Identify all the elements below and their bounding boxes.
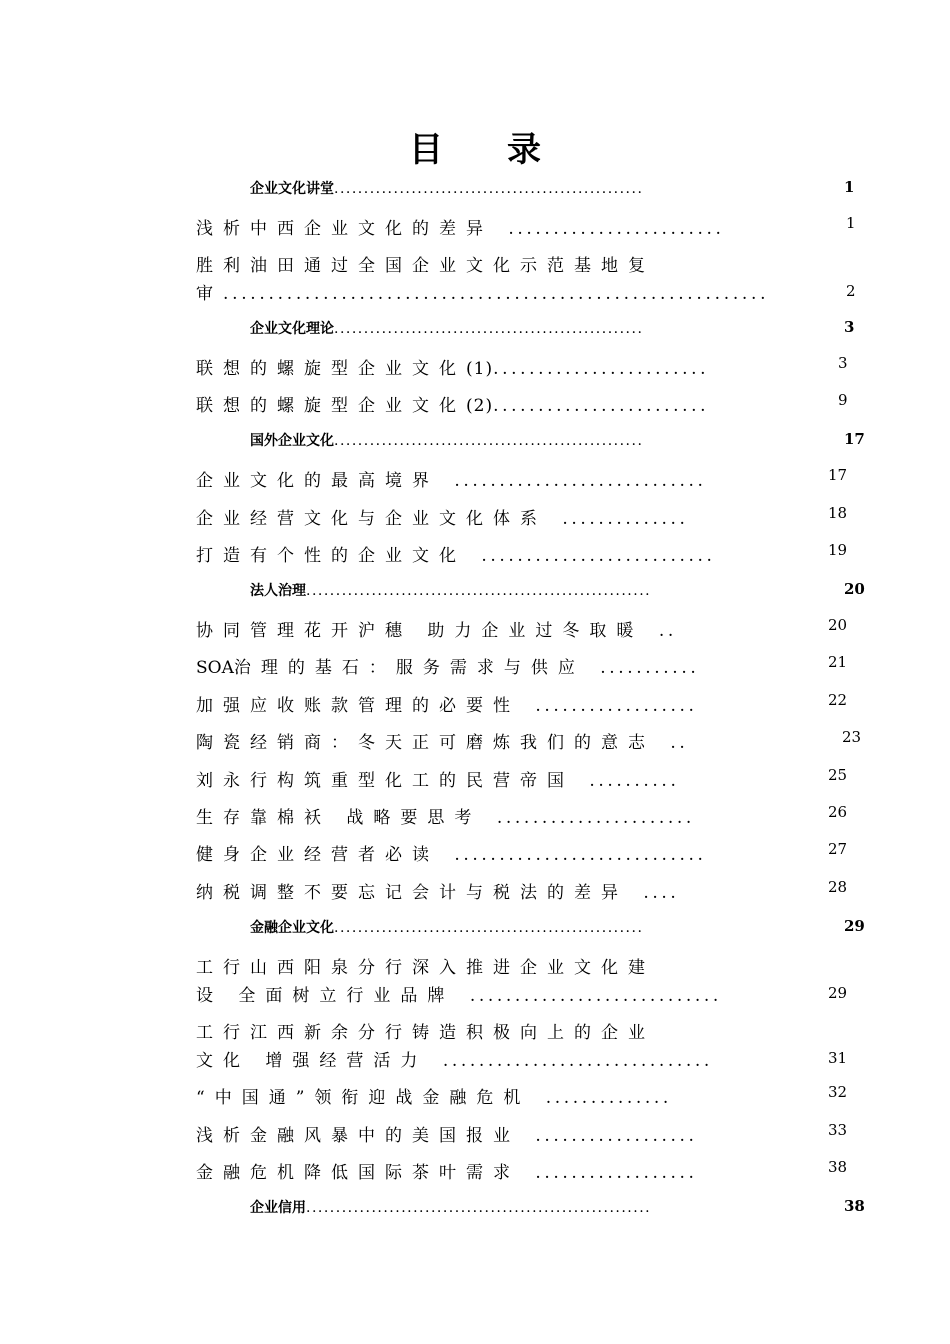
toc-item[interactable]: 金融危机降低国际茶叶需求 .................. 38	[196, 1158, 848, 1183]
toc-item[interactable]: 陶瓷经销商：冬天正可磨炼我们的意志 .. 23	[196, 728, 862, 753]
toc-item[interactable]: 浅析中西企业文化的差异 ........................ 1	[196, 214, 856, 239]
toc-section[interactable]: 金融企业文化 .................................................... 29	[250, 917, 865, 936]
toc-section[interactable]: 企业信用 .......................................................... 38	[250, 1197, 865, 1216]
toc-item[interactable]: 企业经营文化与企业文化体系 .............. 18	[196, 504, 848, 529]
toc-item[interactable]: 浅析金融风暴中的美国报业 .................. 33	[196, 1121, 848, 1146]
toc-item[interactable]: 打造有个性的企业文化 .......................... 19	[196, 541, 848, 566]
toc-item[interactable]: 加强应收账款管理的必要性 .................. 22	[196, 691, 848, 716]
toc-section[interactable]: 法人治理 .......................................................... 20	[250, 580, 865, 599]
toc-item[interactable]: 联想的螺旋型企业文化 (1) ........................ 3	[196, 354, 848, 379]
toc-item[interactable]: 健身企业经营者必读 ............................ 27	[196, 840, 848, 865]
toc-item[interactable]: SOA 治理的基石：服务需求与供应 ........... 21	[196, 653, 848, 678]
toc-section[interactable]: 企业文化讲堂 .................................................... 1	[250, 178, 855, 197]
toc-section[interactable]: 企业文化理论 .................................................... 3	[250, 318, 855, 337]
toc-item[interactable]: 工行山西阳泉分行深入推进企业文化建	[196, 958, 655, 978]
toc-item[interactable]: 生存靠棉袄 战略要思考 ...................... 26	[196, 803, 848, 828]
toc-item[interactable]: 协同管理花开沪穗 助力企业过冬取暖 .. 20	[196, 616, 848, 641]
toc-item-continued[interactable]: 文化 增强经营活力 .............................. 31	[196, 1049, 848, 1071]
toc-item[interactable]: 联想的螺旋型企业文化 (2) ........................ 9	[196, 391, 848, 416]
toc-item[interactable]: 纳税调整不要忘记会计与税法的差异 .... 28	[196, 878, 848, 903]
toc-item[interactable]: 刘永行构筑重型化工的民营帝国 .......... 25	[196, 766, 848, 791]
toc-item[interactable]: 胜利油田通过全国企业文化示范基地复	[196, 256, 655, 276]
toc-item[interactable]: “中国通”领衔迎战金融危机 .............. 32	[196, 1083, 848, 1108]
toc-section[interactable]: 国外企业文化 .................................................... 17	[250, 430, 865, 449]
page-title: 目 录	[409, 130, 541, 170]
toc-item-continued[interactable]: 设 全面树立行业品牌 ............................ 29	[196, 984, 848, 1006]
toc-item[interactable]: 企业文化的最高境界 ............................ 17	[196, 466, 848, 491]
toc-item[interactable]: 工行江西新余分行铸造积极向上的企业	[196, 1023, 655, 1043]
toc-item-continued[interactable]: 审............................................................ 2	[196, 282, 856, 304]
